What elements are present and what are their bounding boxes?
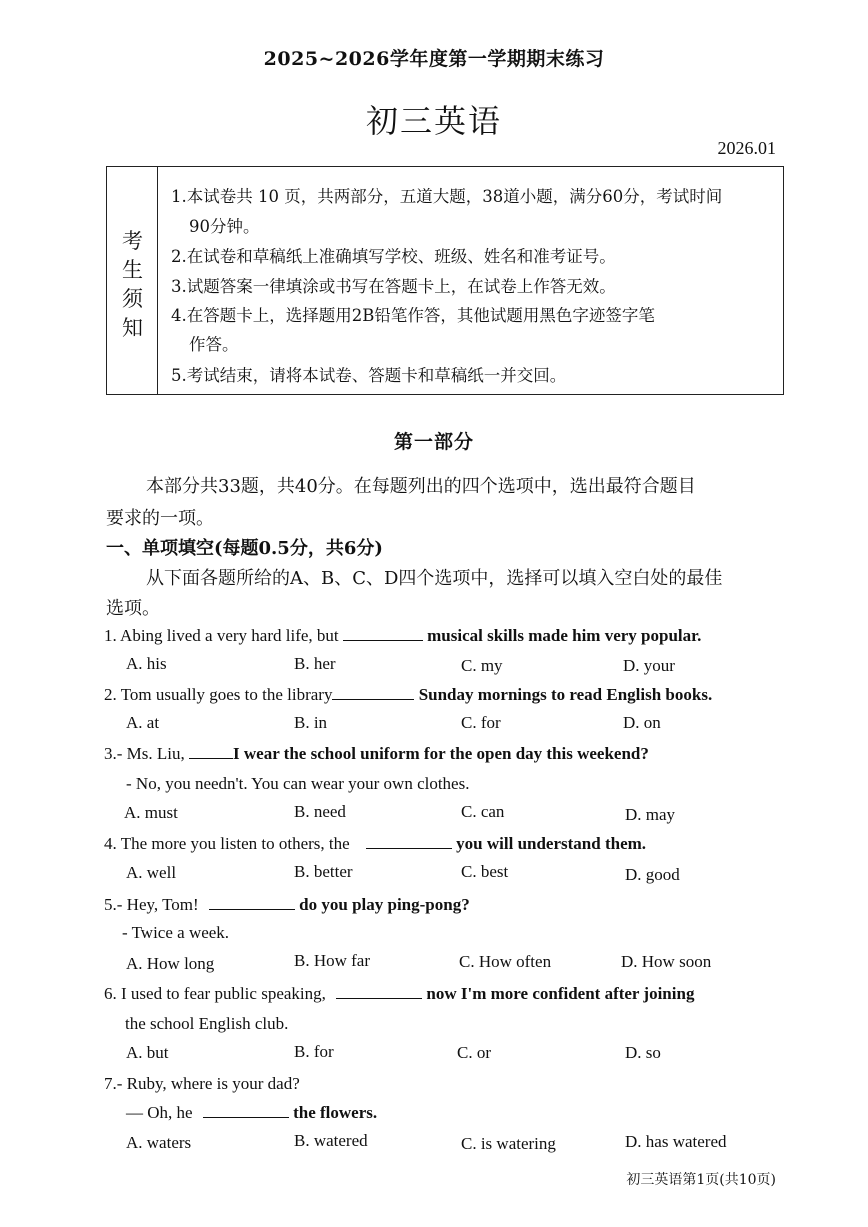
notice-label-char: 知	[122, 316, 143, 340]
question-2	[104, 685, 712, 705]
option-a: A. but	[126, 1043, 169, 1062]
notice-item: 作答。	[189, 335, 239, 354]
section-instruction: 选项。	[106, 598, 160, 619]
part-intro-line: 本部分共33题，共40分。在每题列出的四个选项中，选出最符合题目	[146, 476, 696, 497]
answer-blank	[332, 685, 414, 700]
notice-label-char: 考	[122, 229, 143, 253]
notice-label-char: 生	[122, 258, 143, 282]
part-intro-line: 要求的一项。	[106, 508, 214, 529]
question-reply: - No, you needn't. You can wear your own clothes.	[126, 774, 470, 793]
question-3	[104, 744, 649, 764]
option-b: B. in	[294, 713, 328, 732]
question-1	[104, 626, 701, 646]
option-c: C. is watering	[461, 1134, 556, 1153]
exam-date: 2026.01	[717, 138, 776, 158]
option-c: C. my	[461, 656, 503, 675]
section-instruction: 从下面各题所给的A、B、C、D四个选项中，选择可以填入空白处的最佳	[146, 568, 723, 589]
question-stem: — Oh, he	[126, 1103, 197, 1122]
notice-item: 5.考试结束，请将本试卷、答题卡和草稿纸一并交回。	[171, 366, 567, 385]
option-d: D. good	[625, 865, 680, 884]
option-b: B. How far	[294, 951, 371, 970]
question-stem: 4. The more you listen to others, the	[104, 834, 354, 853]
section-title: 一、单项填空(每题0.5分，共6分)	[106, 538, 383, 559]
option-a: A. waters	[126, 1133, 192, 1152]
question-stem: the flowers.	[288, 1103, 378, 1122]
answer-blank	[336, 984, 422, 999]
option-c: C. for	[461, 713, 501, 732]
question-reply: - Twice a week.	[122, 923, 230, 942]
option-c: C. can	[461, 802, 505, 821]
answer-blank	[343, 626, 423, 641]
question-stem: you will understand them.	[451, 834, 647, 853]
option-b: B. better	[294, 862, 353, 881]
option-c: C. How often	[459, 952, 552, 971]
question-4	[104, 834, 646, 854]
subject-title: 初三英语	[365, 102, 502, 140]
question-7: 7.- Ruby, where is your dad?	[104, 1074, 300, 1093]
option-d: D. your	[623, 656, 675, 675]
question-stem: I wear the school uniform for the open day this weekend?	[233, 744, 649, 763]
question-stem: musical skills made him very popular.	[422, 626, 702, 645]
option-b: B. her	[294, 654, 336, 673]
option-a: A. at	[126, 713, 160, 732]
option-d: D. How soon	[621, 952, 712, 971]
answer-blank	[366, 834, 452, 849]
option-a: A. How long	[126, 954, 215, 973]
notice-label	[107, 167, 158, 394]
question-stem: 1. Abing lived a very hard life, but	[104, 626, 343, 645]
candidate-notice-box	[106, 166, 784, 395]
page-footer: 初三英语第1页(共10页)	[626, 1172, 776, 1188]
notice-item: 90分钟。	[189, 217, 260, 236]
notice-item: 4.在答题卡上，选择题用2B铅笔作答，其他试题用黑色字迹签字笔	[171, 306, 655, 325]
question-stem: now I'm more confident after joining	[422, 984, 695, 1003]
option-d: D. on	[623, 713, 661, 732]
option-b: B. watered	[294, 1131, 368, 1150]
exam-title: 2025~2026学年度第一学期期末练习	[263, 48, 605, 70]
answer-blank	[203, 1103, 289, 1118]
question-stem: 6. I used to fear public speaking,	[104, 984, 331, 1003]
notice-item: 1.本试卷共 10 页，共两部分，五道大题，38道小题，满分60分，考试时间	[171, 187, 723, 206]
question-stem: do you play ping-pong?	[294, 895, 470, 914]
option-d: D. has watered	[625, 1132, 727, 1151]
option-a: A. his	[126, 654, 167, 673]
question-reply	[126, 1103, 377, 1123]
part-heading: 第一部分	[393, 431, 474, 453]
answer-blank	[189, 744, 233, 759]
question-stem: 2. Tom usually goes to the library	[104, 685, 333, 704]
notice-label-char: 须	[122, 287, 143, 311]
question-stem: 5.- Hey, Tom!	[104, 895, 203, 914]
question-stem: 3.- Ms. Liu,	[104, 744, 189, 763]
notice-item: 2.在试卷和草稿纸上准确填写学校、班级、姓名和准考证号。	[171, 247, 616, 266]
option-b: B. need	[294, 802, 346, 821]
question-stem: Sunday mornings to read English books.	[414, 685, 713, 704]
option-c: C. best	[461, 862, 509, 881]
answer-blank	[209, 895, 295, 910]
option-d: D. so	[625, 1043, 661, 1062]
option-b: B. for	[294, 1042, 334, 1061]
option-a: A. must	[124, 803, 178, 822]
option-d: D. may	[625, 805, 676, 824]
question-stem-continued: the school English club.	[125, 1014, 289, 1033]
option-c: C. or	[457, 1043, 491, 1062]
notice-item: 3.试题答案一律填涂或书写在答题卡上，在试卷上作答无效。	[171, 277, 616, 296]
option-a: A. well	[126, 863, 177, 882]
question-6	[104, 984, 694, 1004]
question-5	[104, 895, 470, 915]
